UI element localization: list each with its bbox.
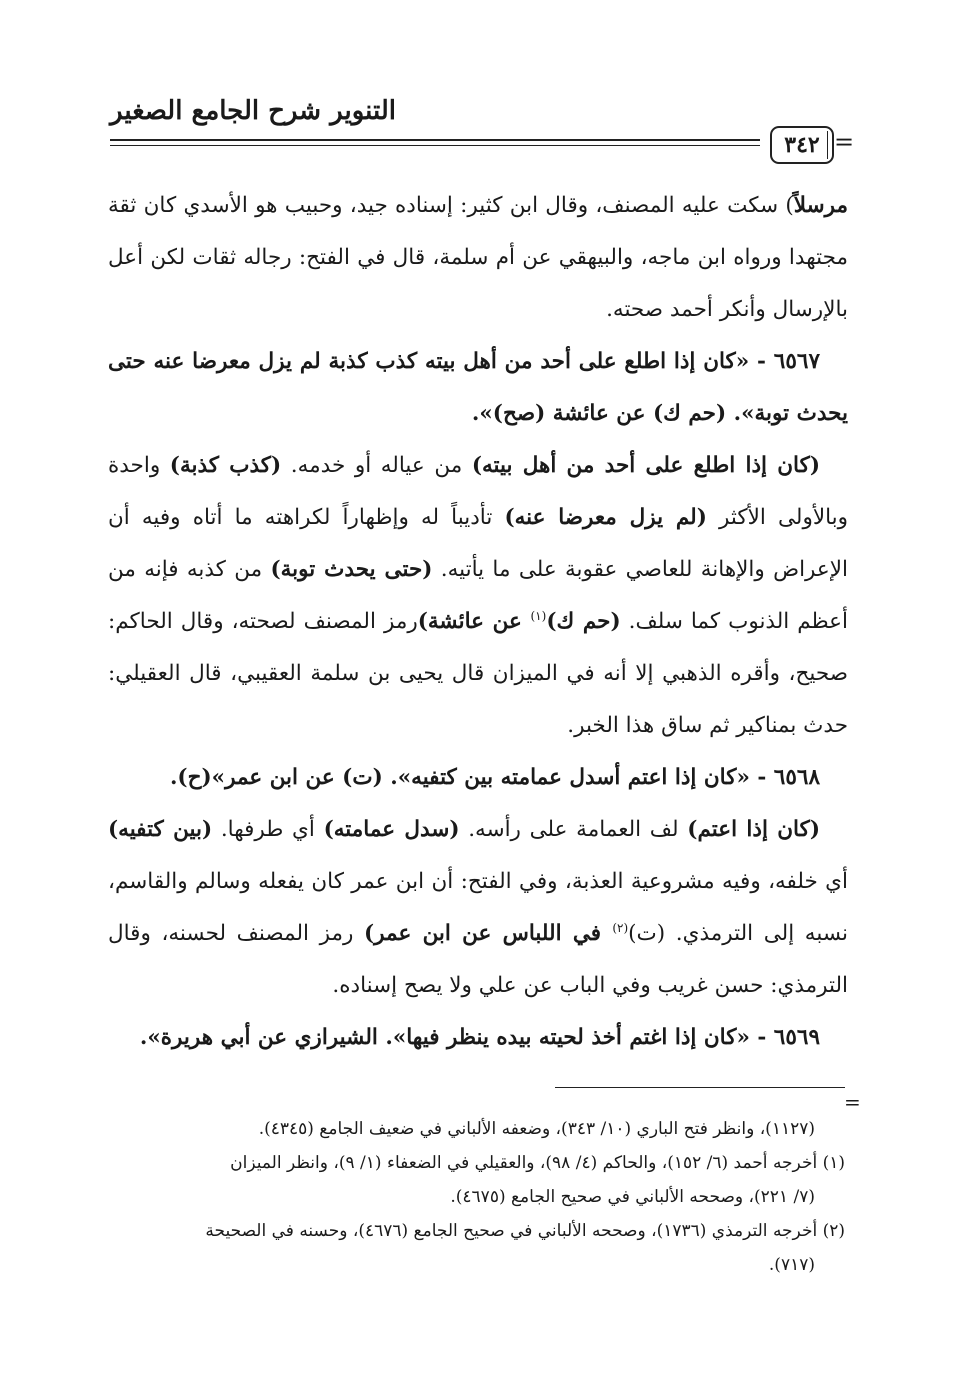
bold-term: (بين كتفيه) [108,817,213,842]
commentary-6567 [108,440,848,752]
footnote-2: (٢) أخرجه الترمذي (١٧٣٦)، وصححه الألباني في صحيح الجامع (٤٦٧٦)، وحسنه في الصحيحة [205,1221,845,1241]
text-run: أي خلفه، وفيه مشروعية العذبة، وفي الفتح: أن ابن عمر كان يفعله وسالم والقاسم، نسبه إلى الترمذي. (ت) [108,869,848,946]
main-text [108,180,848,1064]
footnote-continuation-mark: = [844,1090,861,1114]
text-run: لف العمامة على رأسه. [459,817,688,842]
bold-term: (كان إذا اعتم) [687,817,820,842]
page-number [770,126,834,164]
text-run: من عياله أو خدمه. [281,453,472,478]
footnote-ref-2[interactable]: (٢) [612,920,629,935]
footnote-1: (١) أخرجه أحمد (٦/ ١٥٢)، والحاكم (٤/ ٩٨)، والعقيلي في الضعفاء (١/ ٩)، وانظر الميزان [230,1153,845,1173]
hadith-6569: ٦٥٦٩ - «كان إذا اغتم أخذ لحيته بيده ينظر فيها». الشيرازي عن أبي هريرة». [139,1025,820,1050]
bold-term: (كذب كذبة) [169,453,282,478]
commentary-6568 [108,804,848,1012]
text-run: من كذبه فإنه من أعظم الذنوب كما سلف. [108,557,848,634]
bold-term: (كان إذا اطلع على أحد من أهل بيته) [471,453,821,478]
bold-term: (سدل عمامته) [323,817,460,842]
header-rule-top [110,139,760,141]
bold-term: (حتى يحدث توبة) [270,557,433,582]
text-run: تأديباً له وإظهاراً لكراهته ما أتاه وفيه أن الإعراض والإهانة للعاصي عقوبة على ما يأتيه. [108,505,848,582]
header-rule-bottom [110,145,760,146]
text-run: رمز المصنف لحسنه، وقال الترمذي: حسن غريب وفي الباب عن علي ولا يصح إسناده. [108,921,848,998]
text-run: واحدة وبالأولى الأكثر [108,453,849,530]
hadith-6567: ٦٥٦٧ - «كان إذا اطلع على أحد من أهل بيته كذب كذبة لم يزل معرضا عنه حتى يحدث توبة». (حم ك) عن عائشة (صح)». [108,349,848,426]
running-title: التنوير شرح الجامع الصغير [110,96,396,126]
bold-term: مرسلاً [793,193,848,218]
page-number-text: ٣٤٢ [784,132,820,158]
footnote-ref-1[interactable]: (١) [530,608,547,623]
footnotes [110,1112,845,1282]
hadith-6568: ٦٥٦٨ - «كان إذا اعتم أسدل عمامته بين كتفيه». (ت) عن ابن عمر»(ح). [169,765,820,790]
text-run: رمز المصنف لصحته، وقال الحاكم: صحيح، وأقره الذهبي إلا أنه في الميزان قال يحيى بن سلمة العقيبي، قال العقيلي: حدث بمناكير ثم ساق هذا الخبر. [108,609,848,738]
bold-term: عن عائشة) [417,609,531,634]
footnote-continued: (١١٢٧)، وانظر فتح الباري (١٠/ ٣٤٣)، وضعفه الألباني في ضعيف الجامع (٤٣٤٥). [258,1119,815,1139]
text-run: ) سكت عليه المصنف، وقال ابن كثير: إسناده جيد، وحبيب هو الأسدي كان ثقة مجتهدا ورواه ابن ماجه، والبيهقي عن أم سلمة، قال في الفتح: رجاله ثقات لكن أعل بالإرسال وأنكر أحمد صحته. [108,193,848,322]
bold-term: (حم ك) [546,609,621,634]
bold-term: في اللباس عن ابن عمر) [364,921,613,946]
footnote-separator [555,1087,845,1088]
header-continuation-mark: = [834,128,855,156]
text-run: أي طرفها. [212,817,324,842]
paragraph-continuation [108,180,848,336]
footnote-1-continued: (٧/ ٢٢١)، وصححه الألباني في صحيح الجامع (٤٦٧٥). [450,1187,815,1207]
bold-term: (لم يزل معرضا عنه) [504,505,707,530]
footnote-2-continued: (٧١٧). [768,1255,815,1275]
